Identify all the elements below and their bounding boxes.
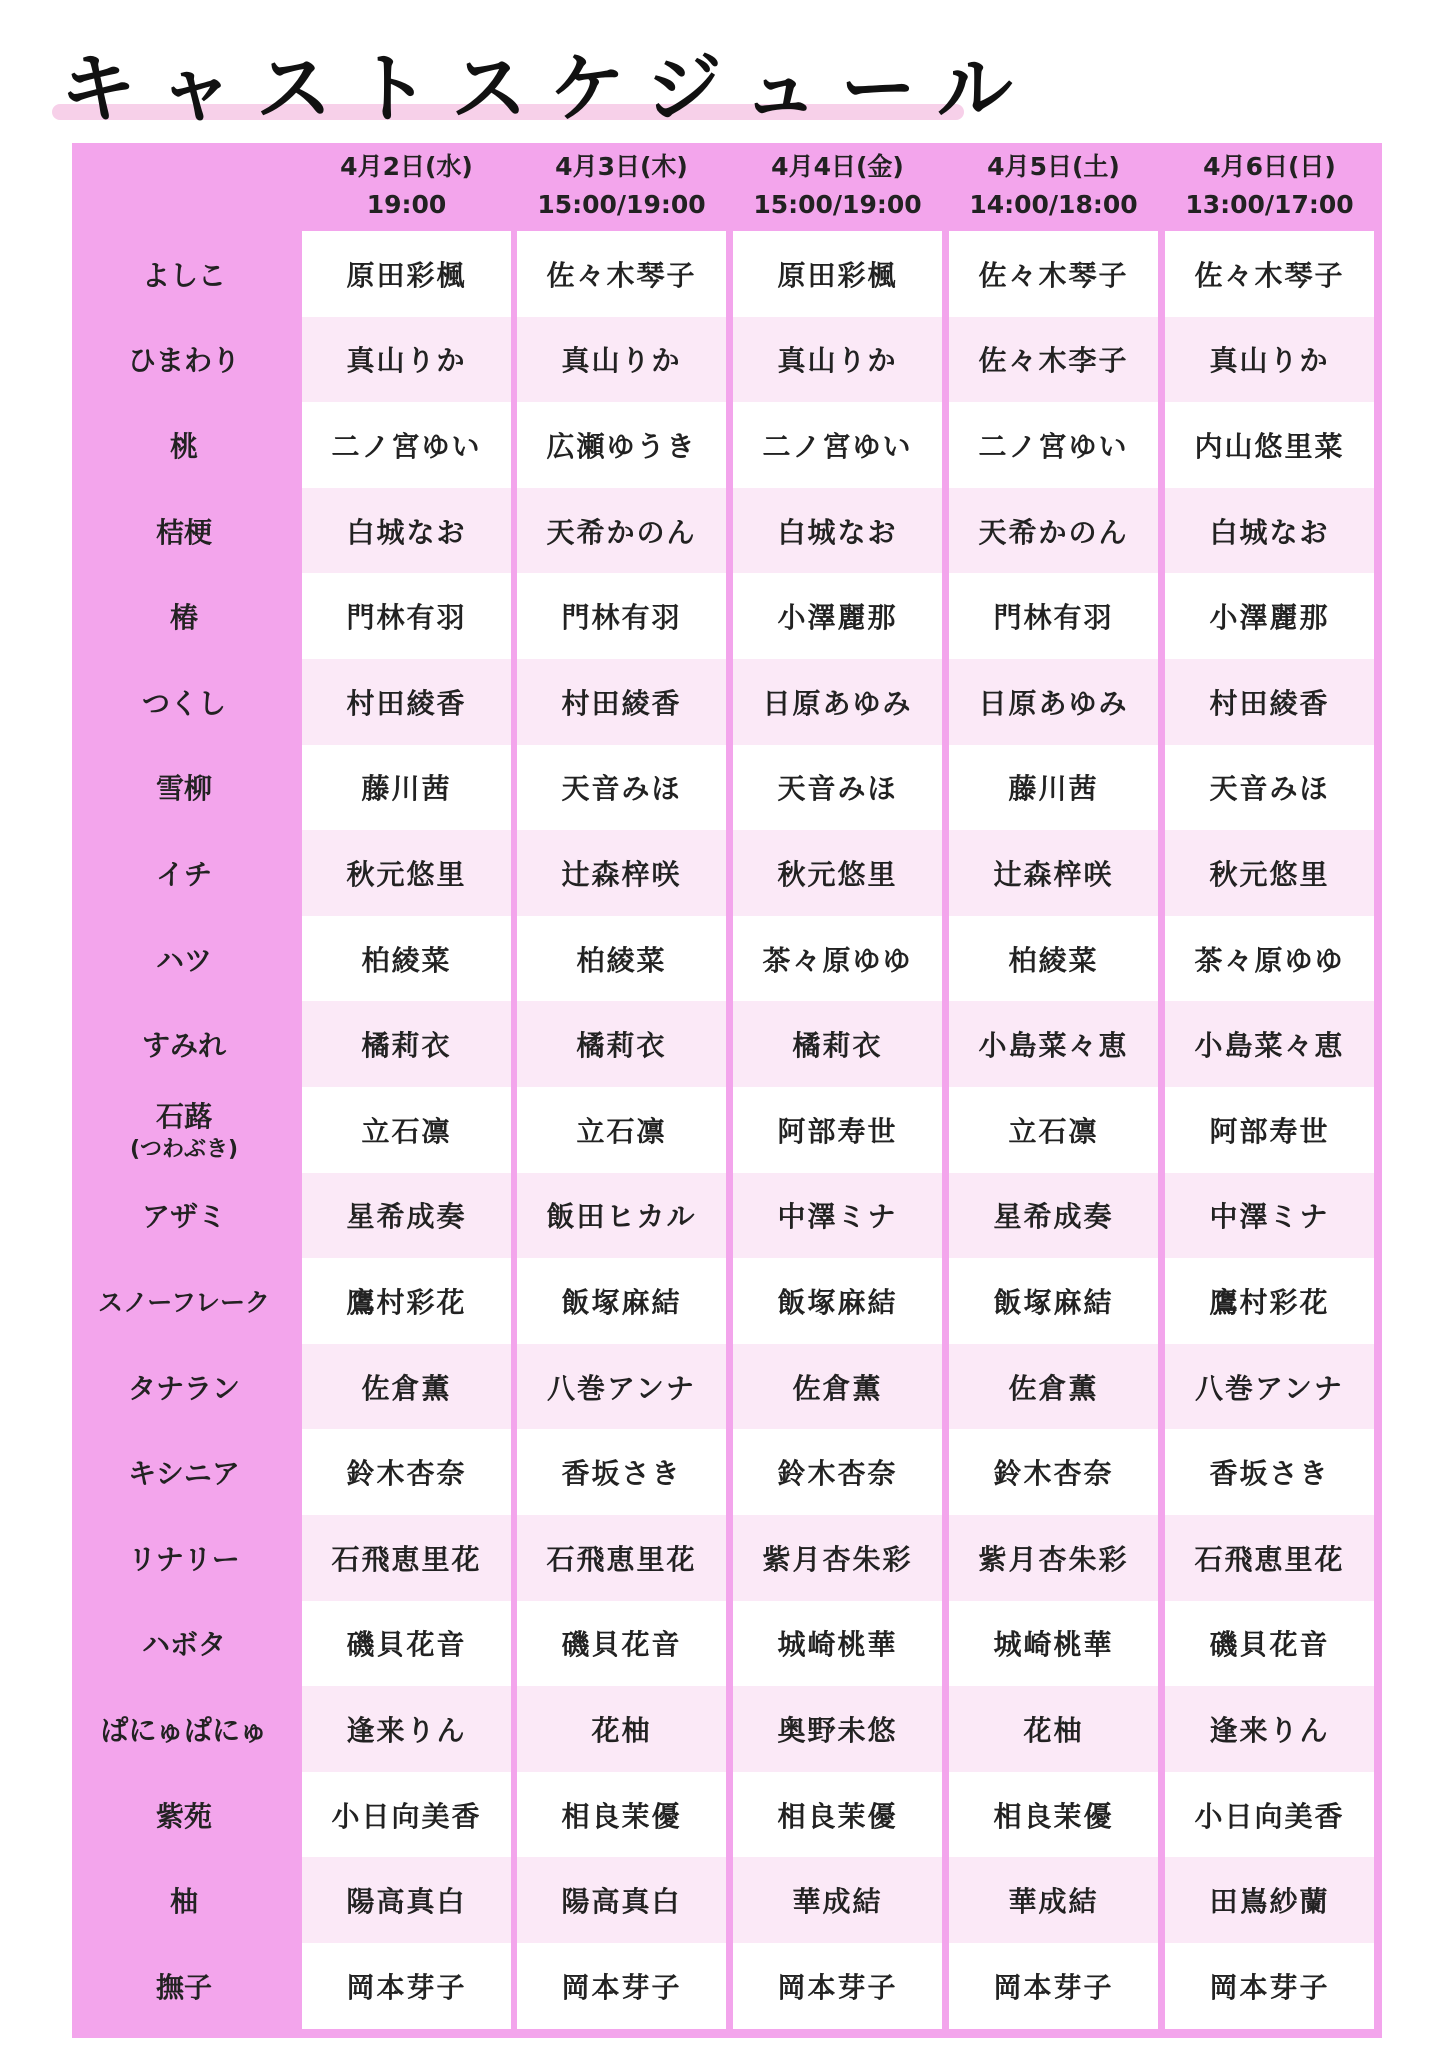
- role-name: ひまわり: [127, 344, 240, 378]
- cast-cell: 門林有羽: [517, 573, 726, 659]
- cast-cell: 小日向美香: [302, 1772, 511, 1858]
- cast-cell: 飯塚麻結: [733, 1258, 942, 1344]
- date-label: 4月3日(木): [555, 151, 688, 181]
- table-row: [72, 1601, 1382, 1687]
- date-label: 4月4日(金): [771, 151, 904, 181]
- role-name: 撫子: [155, 1970, 212, 2004]
- table-row: [72, 916, 1382, 1002]
- cast-cell: 日原あゆみ: [733, 659, 942, 745]
- role-label: [72, 317, 296, 403]
- table-row: [72, 317, 1382, 403]
- cast-cell: 天希かのん: [517, 488, 726, 574]
- cast-cell: 鷹村彩花: [1165, 1258, 1374, 1344]
- cast-cell: 石飛恵里花: [517, 1515, 726, 1601]
- role-name: ハボタ: [141, 1628, 226, 1662]
- role-label: [72, 1686, 296, 1772]
- table-row: [72, 1943, 1382, 2029]
- cast-cell: 星希成奏: [949, 1173, 1158, 1259]
- role-name: スノーフレーク: [97, 1287, 270, 1317]
- cast-cell: 香坂さき: [517, 1429, 726, 1515]
- cast-cell: 真山りか: [302, 317, 511, 403]
- cast-cell: 白城なお: [733, 488, 942, 574]
- table-row: [72, 1772, 1382, 1858]
- cast-cell: 二ノ宮ゆい: [733, 402, 942, 488]
- role-name: イチ: [155, 857, 212, 891]
- cast-cell: 佐倉薫: [302, 1344, 511, 1430]
- role-label: [72, 488, 296, 574]
- cast-cell: 村田綾香: [302, 659, 511, 745]
- role-name: ぱにゅぱにゅ: [100, 1713, 268, 1747]
- cast-cell: 逢来りん: [302, 1686, 511, 1772]
- date-label: 4月2日(水): [340, 151, 473, 181]
- role-name: ハツ: [155, 943, 212, 977]
- table-row: [72, 1429, 1382, 1515]
- cast-cell: 立石凛: [949, 1087, 1158, 1173]
- role-label: [72, 1943, 296, 2029]
- table-row: [72, 573, 1382, 659]
- date-header: [515, 143, 728, 228]
- cast-cell: 鈴木杏奈: [733, 1429, 942, 1515]
- role-name: タナラン: [127, 1371, 240, 1405]
- title-area: [52, 28, 1035, 138]
- table-row: [72, 402, 1382, 488]
- cast-cell: 白城なお: [1165, 488, 1374, 574]
- cast-cell: 橘莉衣: [302, 1001, 511, 1087]
- cast-cell: 鈴木杏奈: [949, 1429, 1158, 1515]
- cast-cell: 佐々木琴子: [517, 231, 726, 317]
- cast-cell: 天音みほ: [733, 745, 942, 831]
- cast-cell: 八巻アンナ: [517, 1344, 726, 1430]
- role-label: [72, 573, 296, 659]
- cast-cell: 飯塚麻結: [949, 1258, 1158, 1344]
- cast-cell: 白城なお: [302, 488, 511, 574]
- role-name: よしこ: [141, 258, 226, 292]
- cast-cell: 城崎桃華: [949, 1601, 1158, 1687]
- cast-cell: 中澤ミナ: [1165, 1173, 1374, 1259]
- cast-cell: 小澤麗那: [733, 573, 942, 659]
- cast-cell: 小日向美香: [1165, 1772, 1374, 1858]
- role-label: [72, 745, 296, 831]
- role-label: [72, 1772, 296, 1858]
- cast-cell: 日原あゆみ: [949, 659, 1158, 745]
- cast-cell: 中澤ミナ: [733, 1173, 942, 1259]
- cast-cell: 佐々木琴子: [949, 231, 1158, 317]
- table-row: [72, 1001, 1382, 1087]
- cast-cell: 陽高真白: [517, 1857, 726, 1943]
- cast-cell: 村田綾香: [1165, 659, 1374, 745]
- cast-cell: 立石凛: [302, 1087, 511, 1173]
- cast-cell: 岡本芽子: [733, 1943, 942, 2029]
- time-label: 13:00/17:00: [1185, 189, 1354, 219]
- cast-cell: 広瀬ゆうき: [517, 402, 726, 488]
- cast-cell: 阿部寿世: [733, 1087, 942, 1173]
- cast-cell: 天希かのん: [949, 488, 1158, 574]
- role-name: 椿: [169, 601, 198, 635]
- role-label: [72, 1429, 296, 1515]
- header-row: [72, 143, 1382, 228]
- cast-cell: 天音みほ: [1165, 745, 1374, 831]
- cast-cell: 岡本芽子: [1165, 1943, 1374, 2029]
- cast-cell: 香坂さき: [1165, 1429, 1374, 1515]
- cast-cell: 小澤麗那: [1165, 573, 1374, 659]
- role-name: 柚: [169, 1885, 198, 1919]
- cast-cell: 門林有羽: [949, 573, 1158, 659]
- schedule-table: [72, 143, 1382, 2038]
- date-header: [300, 143, 513, 228]
- date-header: [947, 143, 1160, 228]
- role-name: キシニア: [128, 1457, 240, 1491]
- role-name: すみれ: [141, 1029, 226, 1063]
- role-reading: (つわぶき): [129, 1136, 239, 1162]
- cast-cell: 真山りか: [1165, 317, 1374, 403]
- role-name: 石蕗: [155, 1099, 212, 1133]
- cast-cell: 二ノ宮ゆい: [302, 402, 511, 488]
- cast-cell: 逢来りん: [1165, 1686, 1374, 1772]
- cast-cell: 八巻アンナ: [1165, 1344, 1374, 1430]
- time-label: 19:00: [366, 189, 447, 219]
- cast-cell: 田嶌紗蘭: [1165, 1857, 1374, 1943]
- cast-cell: 相良茉優: [733, 1772, 942, 1858]
- cast-cell: 石飛恵里花: [302, 1515, 511, 1601]
- cast-cell: 星希成奏: [302, 1173, 511, 1259]
- cast-cell: 花柚: [949, 1686, 1158, 1772]
- cast-cell: 奥野未悠: [733, 1686, 942, 1772]
- cast-cell: 佐倉薫: [949, 1344, 1158, 1430]
- role-name: リナリー: [128, 1542, 240, 1576]
- cast-cell: 紫月杏朱彩: [733, 1515, 942, 1601]
- cast-cell: 柏綾菜: [302, 916, 511, 1002]
- cast-cell: 岡本芽子: [517, 1943, 726, 2029]
- table-row: [72, 1344, 1382, 1430]
- cast-cell: 岡本芽子: [302, 1943, 511, 2029]
- cast-cell: 秋元悠里: [1165, 830, 1374, 916]
- role-label: [72, 1515, 296, 1601]
- cast-cell: 磯貝花音: [302, 1601, 511, 1687]
- cast-cell: 柏綾菜: [949, 916, 1158, 1002]
- cast-cell: 二ノ宮ゆい: [949, 402, 1158, 488]
- cast-cell: 辻森梓咲: [517, 830, 726, 916]
- role-label: [72, 830, 296, 916]
- cast-cell: 門林有羽: [302, 573, 511, 659]
- cast-cell: 紫月杏朱彩: [949, 1515, 1158, 1601]
- time-label: 15:00/19:00: [753, 189, 922, 219]
- table-row: [72, 1258, 1382, 1344]
- role-label: [72, 1857, 296, 1943]
- cast-cell: 立石凛: [517, 1087, 726, 1173]
- cast-cell: 鈴木杏奈: [302, 1429, 511, 1515]
- cast-cell: 真山りか: [733, 317, 942, 403]
- cast-cell: 花柚: [517, 1686, 726, 1772]
- table-row: [72, 745, 1382, 831]
- cast-cell: 城崎桃華: [733, 1601, 942, 1687]
- date-header: [1163, 143, 1376, 228]
- role-label: [72, 402, 296, 488]
- role-name: 桔梗: [155, 515, 212, 549]
- cast-cell: 原田彩楓: [302, 231, 511, 317]
- page-title: キャストスケジュール: [60, 44, 1035, 133]
- date-label: 4月6日(日): [1203, 151, 1336, 181]
- cast-cell: 茶々原ゆゆ: [733, 916, 942, 1002]
- cast-cell: 鷹村彩花: [302, 1258, 511, 1344]
- role-name: 桃: [169, 429, 198, 463]
- role-label: [72, 1001, 296, 1087]
- cast-cell: 真山りか: [517, 317, 726, 403]
- cast-cell: 相良茉優: [517, 1772, 726, 1858]
- cast-cell: 秋元悠里: [302, 830, 511, 916]
- date-label: 4月5日(土): [987, 151, 1120, 181]
- date-header: [731, 143, 944, 228]
- cast-cell: 天音みほ: [517, 745, 726, 831]
- role-label: [72, 1087, 296, 1173]
- cast-cell: 飯塚麻結: [517, 1258, 726, 1344]
- cast-cell: 藤川茜: [949, 745, 1158, 831]
- cast-cell: 岡本芽子: [949, 1943, 1158, 2029]
- table-row: [72, 1087, 1382, 1173]
- cast-cell: 石飛恵里花: [1165, 1515, 1374, 1601]
- role-name: 雪柳: [155, 772, 212, 806]
- cast-cell: 小島菜々恵: [949, 1001, 1158, 1087]
- role-label: [72, 231, 296, 317]
- cast-cell: 磯貝花音: [517, 1601, 726, 1687]
- cast-cell: 陽高真白: [302, 1857, 511, 1943]
- cast-cell: 茶々原ゆゆ: [1165, 916, 1374, 1002]
- role-name: 紫苑: [155, 1799, 212, 1833]
- role-name: アザミ: [141, 1200, 226, 1234]
- cast-cell: 藤川茜: [302, 745, 511, 831]
- table-row: [72, 1857, 1382, 1943]
- cast-cell: 佐倉薫: [733, 1344, 942, 1430]
- role-label: [72, 916, 296, 1002]
- cast-cell: 佐々木李子: [949, 317, 1158, 403]
- cast-cell: 秋元悠里: [733, 830, 942, 916]
- table-row: [72, 830, 1382, 916]
- role-label: [72, 1344, 296, 1430]
- table-row: [72, 1515, 1382, 1601]
- role-label: [72, 1601, 296, 1687]
- cast-cell: 内山悠里菜: [1165, 402, 1374, 488]
- cast-cell: 佐々木琴子: [1165, 231, 1374, 317]
- time-label: 14:00/18:00: [969, 189, 1138, 219]
- role-name: つくし: [141, 686, 226, 720]
- role-label: [72, 1258, 296, 1344]
- cast-cell: 小島菜々恵: [1165, 1001, 1374, 1087]
- table-row: [72, 659, 1382, 745]
- cast-cell: 辻森梓咲: [949, 830, 1158, 916]
- cast-cell: 柏綾菜: [517, 916, 726, 1002]
- cast-cell: 橘莉衣: [733, 1001, 942, 1087]
- cast-cell: 原田彩楓: [733, 231, 942, 317]
- cast-cell: 飯田ヒカル: [517, 1173, 726, 1259]
- cast-cell: 磯貝花音: [1165, 1601, 1374, 1687]
- table-row: [72, 488, 1382, 574]
- cast-cell: 橘莉衣: [517, 1001, 726, 1087]
- time-label: 15:00/19:00: [537, 189, 706, 219]
- cast-cell: 華成結: [733, 1857, 942, 1943]
- table-row: [72, 1173, 1382, 1259]
- cast-cell: 相良茉優: [949, 1772, 1158, 1858]
- table-row: [72, 231, 1382, 317]
- cast-cell: 阿部寿世: [1165, 1087, 1374, 1173]
- cast-cell: 華成結: [949, 1857, 1158, 1943]
- table-row: [72, 1686, 1382, 1772]
- role-label: [72, 659, 296, 745]
- cast-cell: 村田綾香: [517, 659, 726, 745]
- role-label: [72, 1173, 296, 1259]
